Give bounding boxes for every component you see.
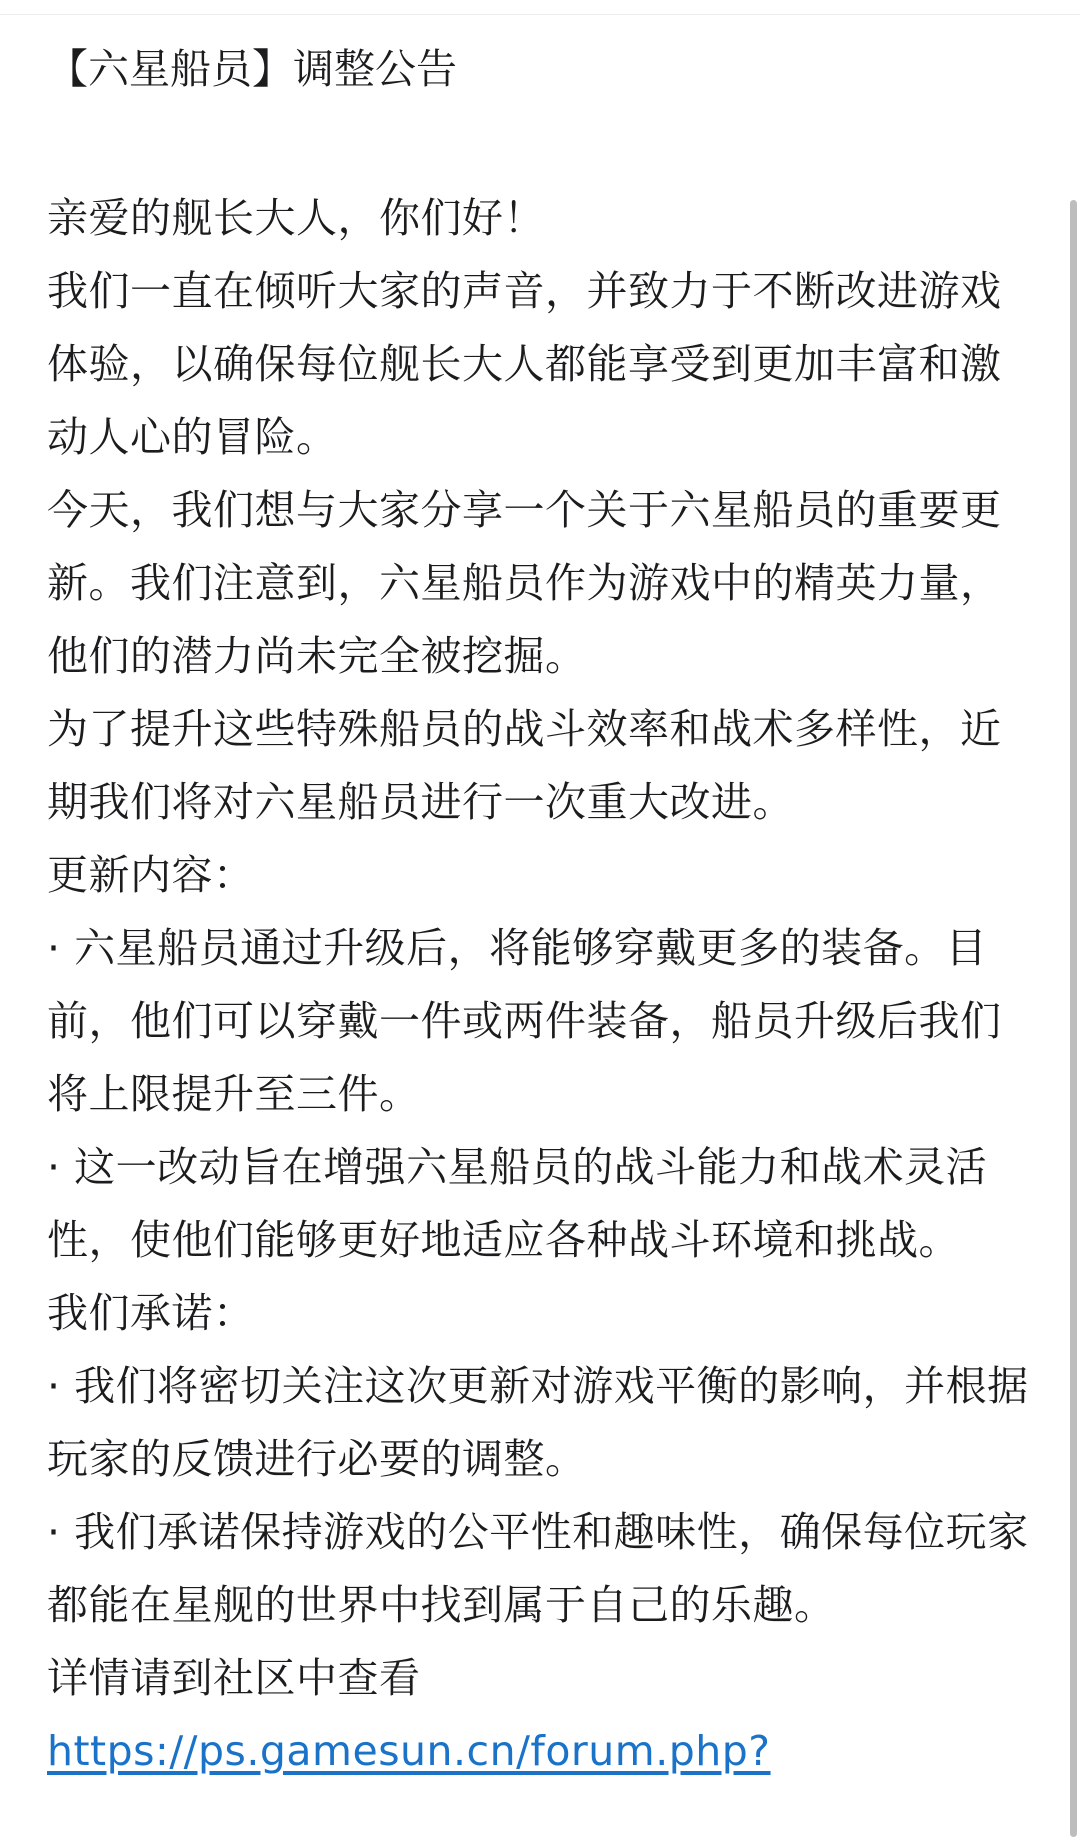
greeting-paragraph: 亲爱的舰长大人，你们好！ — [47, 194, 545, 242]
update-bullet-purpose: · 这一改动旨在增强六星船员的战斗能力和战术灵活性，使他们能够更好地适应各种战斗环境和挑战。 — [47, 1143, 988, 1264]
intro-paragraph: 我们一直在倾听大家的声音，并致力于不断改进游戏体验，以确保每位舰长大人都能享受到更加丰富和激动人心的冒险。 — [47, 267, 1002, 461]
announcement-body — [47, 182, 1037, 1788]
update-notice-paragraph: 今天，我们想与大家分享一个关于六星船员的重要更新。我们注意到，六星船员作为游戏中的精英力量，他们的潜力尚未完全被挖掘。 — [47, 486, 1002, 680]
scrollbar-thumb[interactable] — [1070, 200, 1077, 1837]
promise-bullet-balance: · 我们将密切关注这次更新对游戏平衡的影响，并根据玩家的反馈进行必要的调整。 — [47, 1362, 1029, 1483]
improvement-paragraph: 为了提升这些特殊船员的战斗效率和战术多样性，近期我们将对六星船员进行一次重大改进。 — [47, 705, 1002, 826]
community-details-text: 详情请到社区中查看 — [47, 1654, 421, 1702]
announcement-title: 【六星船员】调整公告 — [47, 45, 457, 93]
promise-bullet-fairness: · 我们承诺保持游戏的公平性和趣味性，确保每位玩家都能在星舰的世界中找到属于自己的乐趣。 — [47, 1508, 1029, 1629]
update-content-heading: 更新内容： — [47, 851, 255, 899]
promise-heading: 我们承诺： — [47, 1289, 255, 1337]
link-line — [47, 1715, 1037, 1788]
update-bullet-equipment: · 六星船员通过升级后，将能够穿戴更多的装备。目前，他们可以穿戴一件或两件装备，船员升级后我们将上限提升至三件。 — [47, 924, 1002, 1118]
forum-link[interactable]: https://ps.gamesun.cn/forum.php? — [47, 1727, 771, 1775]
vertical-scrollbar[interactable] — [1068, 200, 1080, 1837]
announcement-content — [47, 40, 1037, 1788]
top-divider — [0, 0, 1080, 15]
